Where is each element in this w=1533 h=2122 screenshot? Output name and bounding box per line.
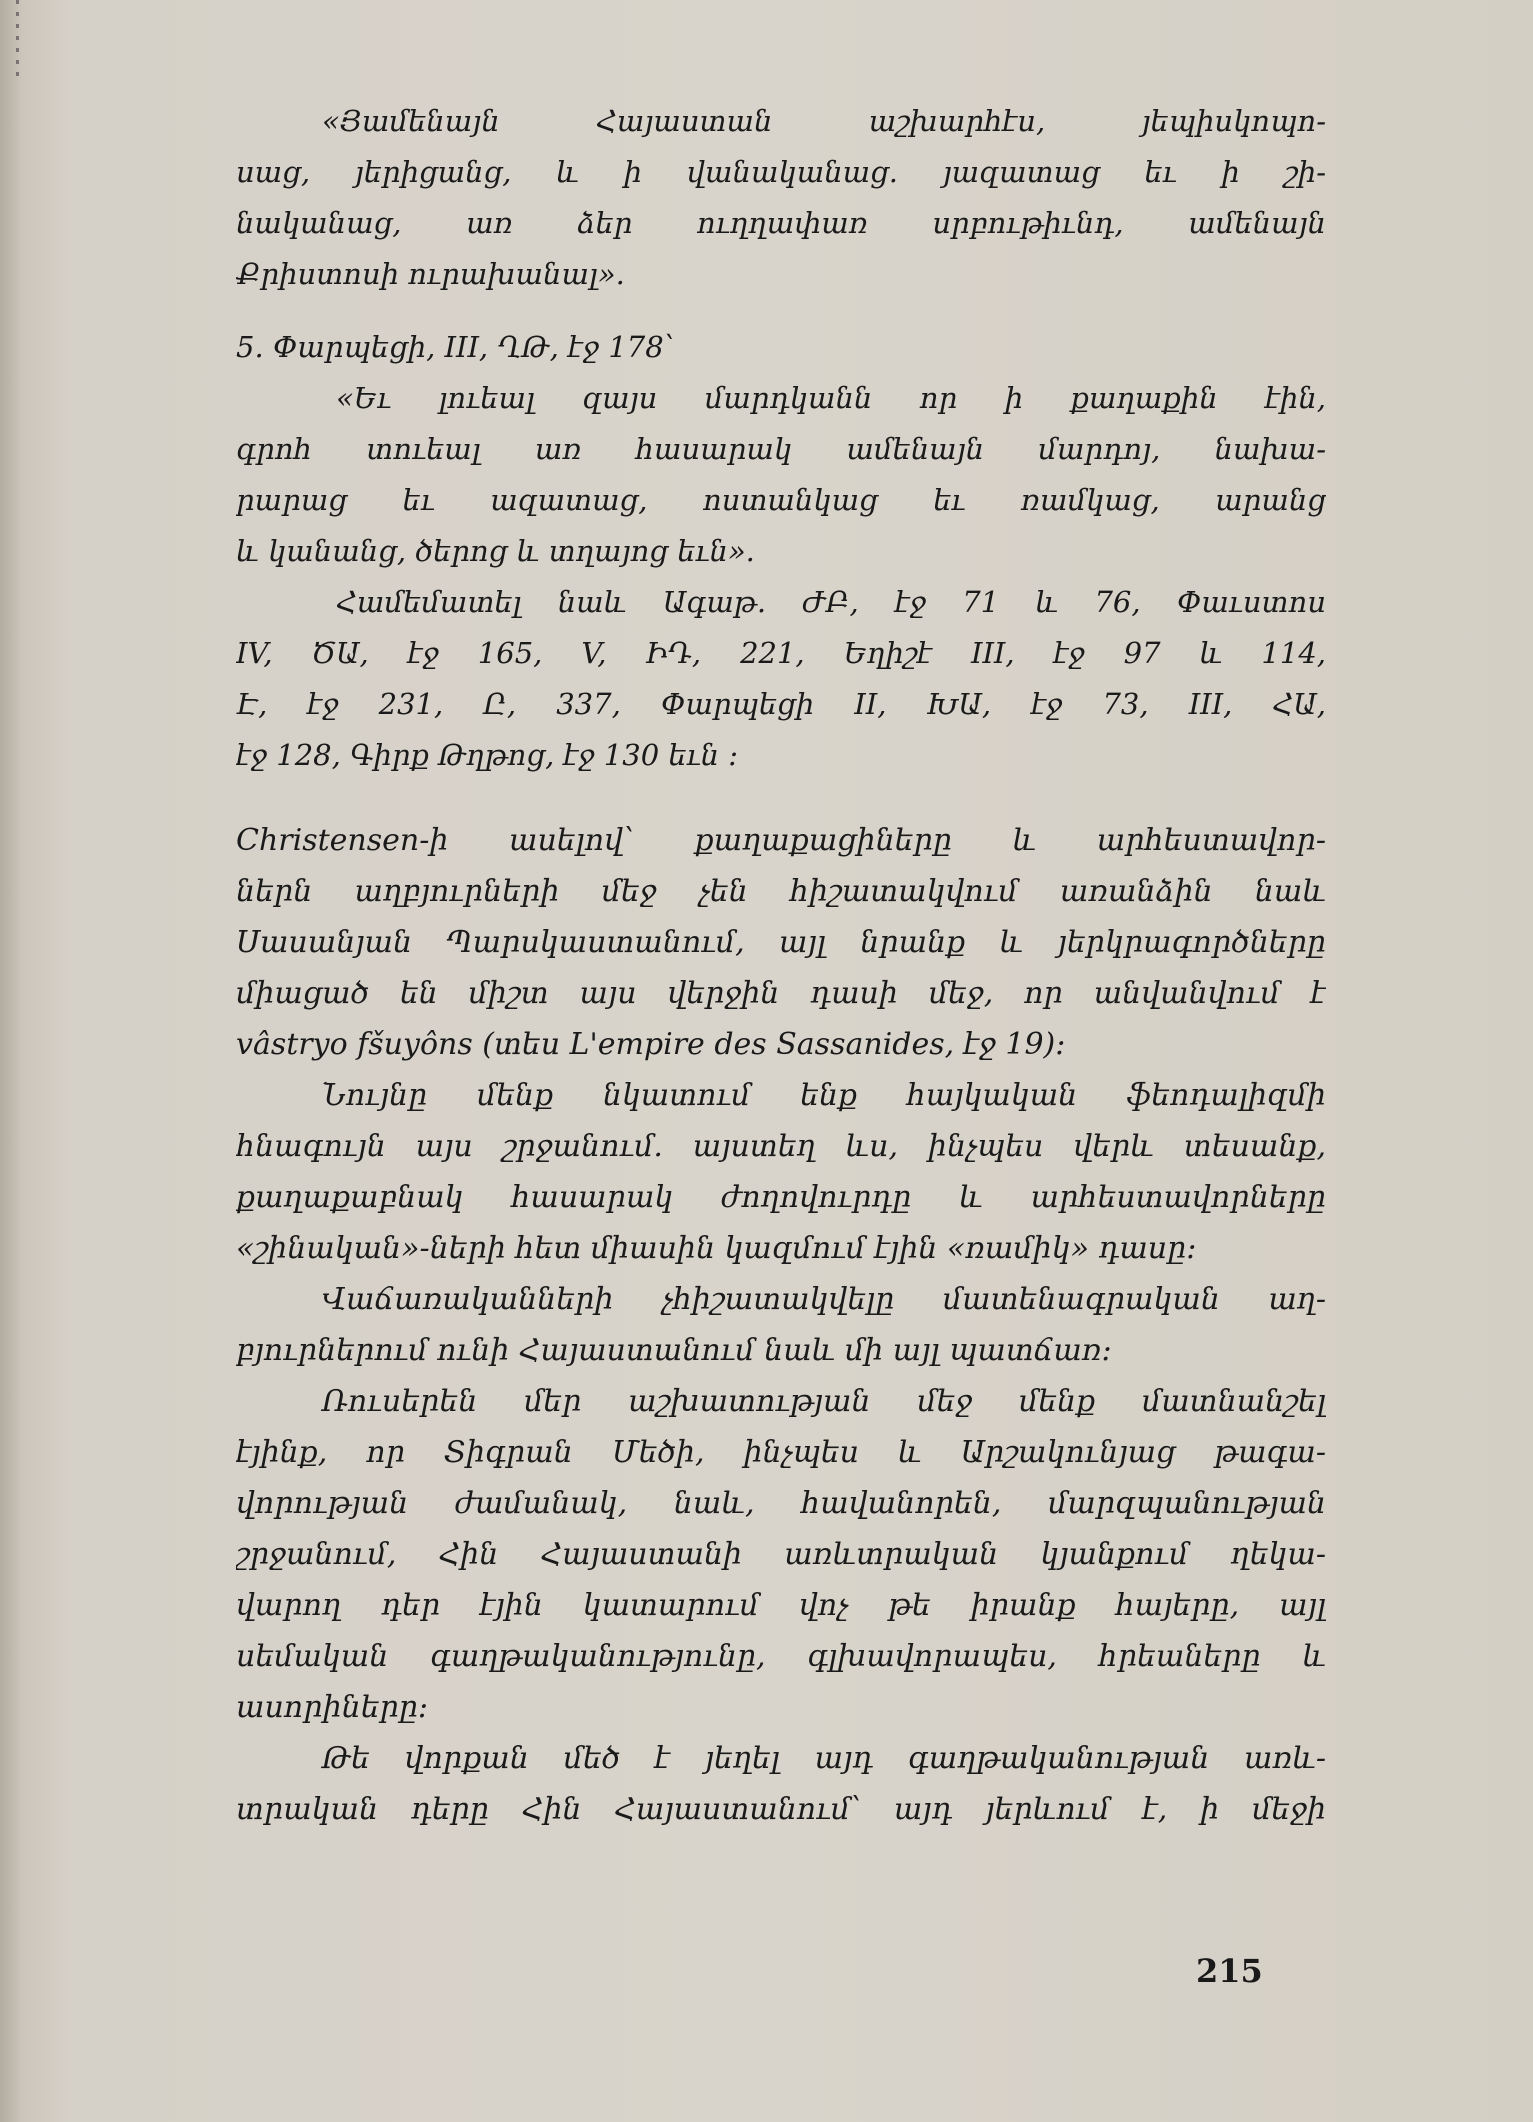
text-line: գրոհ տուեալ առ հասարակ ամենայն մարդոյ, նախա- <box>236 432 1326 466</box>
text-line: էջ 128, Գիրք Թղթոց, էջ 130 եւն : <box>236 738 739 772</box>
text-line: «շինական»-ների հետ միասին կազմում էյին «ռամիկ» դասը։ <box>236 1231 1197 1266</box>
text-line: Christensen-ի ասելով՝ քաղաքացիները և արհեստավոր- <box>236 823 1326 858</box>
text-line: Համեմատել նաև Ագաթ. ԺԲ, էջ 71 և 76, Փաւստոս <box>336 585 1326 619</box>
paragraph-2 <box>236 1070 1326 1274</box>
text-line: «Եւ լուեալ զայս մարդկանն որ ի քաղաքին էին, <box>336 381 1326 415</box>
reference-heading: 5. Փարպեցի, III, ՂԹ, էջ 178՝ <box>236 330 675 364</box>
text-line: Քրիստոսի ուրախանալ». <box>236 257 625 291</box>
paragraph-3 <box>236 1274 1326 1376</box>
page-number: 215 <box>1196 1952 1263 1990</box>
text-line: տրական դերը Հին Հայաստանում՝ այդ յերևում է, ի մեջի <box>236 1792 1326 1827</box>
text-line: սաց, յերիցանց, և ի վանականաց. յազատաց եւ ի շի- <box>236 155 1326 189</box>
text-line: միացած են միշտ այս վերջին դասի մեջ, որ անվանվում է <box>236 976 1326 1011</box>
text-line: վորության ժամանակ, նաև, հավանորեն, մարզպանության <box>236 1486 1326 1521</box>
text-line: «Յամենայն Հայաստան աշխարհէս, յեպիսկոպո- <box>322 104 1326 138</box>
text-line: ասորիները։ <box>236 1690 429 1725</box>
text-line: vâstryo fšuyôns (տես L'empire des Sassanides, էջ 19)։ <box>236 1027 1066 1062</box>
text-line: քաղաքաբնակ հասարակ ժողովուրդը և արհեստավորները <box>236 1180 1326 1215</box>
text-line: րարաց եւ ազատաց, ոստանկաց եւ ռամկաց, արանց <box>236 483 1326 517</box>
text-line: նականաց, առ ձեր ուղղափառ սրբութիւնդ, ամենայն <box>236 206 1326 240</box>
text-line: սեմական գաղթականությունը, գլխավորապես, հրեաները և <box>236 1639 1326 1674</box>
paragraph-1 <box>236 815 1326 1070</box>
text-line: Վաճառականների չհիշատակվելը մատենագրական աղ- <box>322 1282 1326 1317</box>
text-line: Նույնը մենք նկատում ենք հայկական ֆեոդալիզմի <box>322 1078 1326 1113</box>
text-line: էյինք, որ Տիգրան Մեծի, ինչպես և Արշակունյաց թագա- <box>236 1435 1326 1470</box>
quote-b <box>236 373 1326 577</box>
binding-edge <box>16 0 19 80</box>
text-line: բյուրներում ունի Հայաստանում նաև մի այլ պատճառ։ <box>236 1333 1112 1368</box>
paragraph-5 <box>236 1733 1326 1835</box>
text-line: Թե վորքան մեծ է յեղել այդ գաղթականության առև- <box>322 1741 1326 1776</box>
text-line: Է, էջ 231, Ը, 337, Փարպեցի II, ԽԱ, էջ 73, III, ՀԱ, <box>236 687 1326 721</box>
text-line: Սասանյան Պարսկաստանում, այլ նրանք և յերկրագործները <box>236 925 1326 960</box>
text-line: վարող դեր էյին կատարում վոչ թե իրանք հայերը, այլ <box>236 1588 1326 1623</box>
text-line: Ռուսերեն մեր աշխատության մեջ մենք մատնանշել <box>322 1384 1326 1419</box>
text-line: IV, ԾԱ, էջ 165, V, ԻԴ, 221, Եղիշէ III, էջ 97 և 114, <box>236 636 1326 670</box>
paragraph-4 <box>236 1376 1326 1733</box>
text-line: շրջանում, Հին Հայաստանի առևտրական կյանքում ղեկա- <box>236 1537 1326 1572</box>
page-text <box>236 96 1326 1835</box>
text-line: ներն աղբյուրների մեջ չեն հիշատակվում առանձին նաև <box>236 874 1326 909</box>
text-line: հնագույն այս շրջանում. այստեղ ևս, ինչպես վերև տեսանք, <box>236 1129 1326 1164</box>
quote-a <box>236 96 1326 300</box>
text-line: և կանանց, ծերոց և տղայոց եւն». <box>236 534 755 568</box>
compare-references <box>236 577 1326 781</box>
